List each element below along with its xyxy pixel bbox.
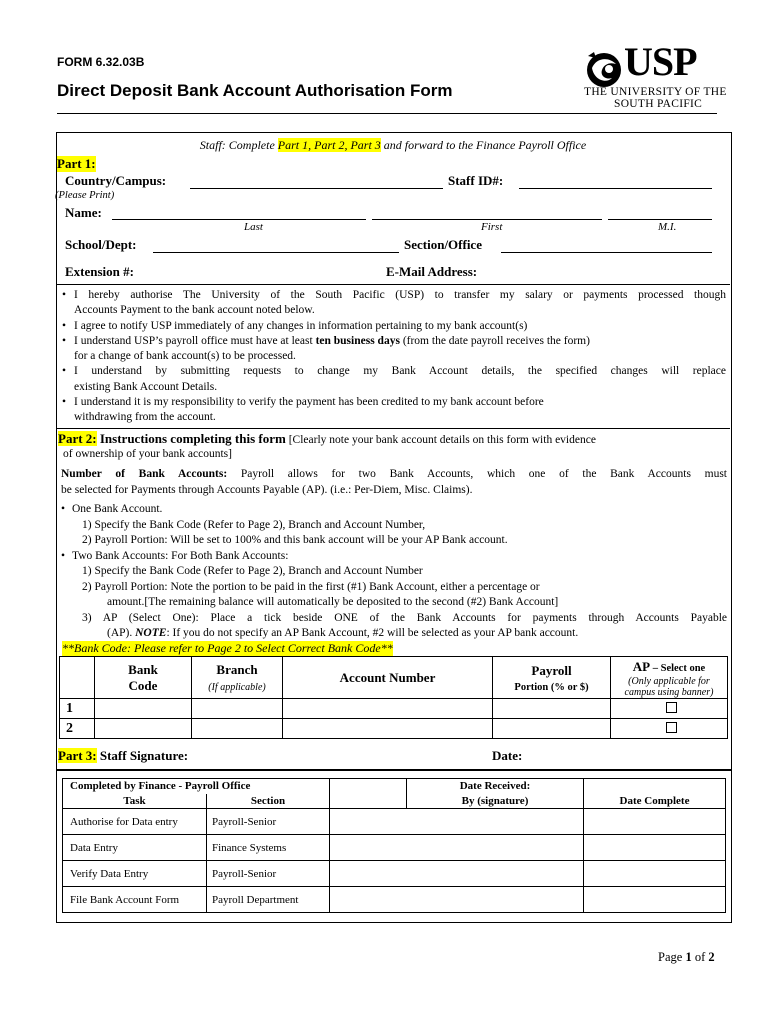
form-number: FORM 6.32.03B <box>57 55 145 69</box>
branch-cell[interactable] <box>192 719 283 739</box>
staff-id-field[interactable] <box>519 173 712 189</box>
mi-caption: M.I. <box>658 221 677 233</box>
instructions-list: • One Bank Account. 1) Specify the Bank Code (Refer to Page 2), Branch and Account Number, 2) Payroll Portion: Will be set to 100% and this bank account will be your AP Bank account. • Two Bank Accounts: For Both Bank Accounts: 1) Specify the Bank Code (Refer to Page 2), Branch and Account Number 2) Payroll Portion: Note the portion to be paid in the first (#1) Bank Account, either a percentage or amount.[The remaining balance will automatically be deposited to the second (#2) Bank Account] 3) AP (Select One): Place a tick beside ONE of the Bank Accounts for payments through Accounts Payable (AP). NOTE: If you do not specify an AP Bank Account, #2 will be selected as your AP bank account. <box>61 503 727 639</box>
page-number: Page 1 of 2 <box>658 950 715 964</box>
logo-line-1: THE UNIVERSITY OF THE <box>584 86 727 98</box>
completed-by-header: Completed by Finance - Payroll Office <box>63 779 330 794</box>
task-cell: Verify Data Entry <box>63 861 207 887</box>
task-cell: File Bank Account Form <box>63 887 207 913</box>
payroll-portion-cell[interactable] <box>493 719 611 739</box>
table-header-row <box>60 657 728 699</box>
part2-heading: Part 2: Instructions completing this form [Clearly note your bank account details on this form with evidence of ownership of your bank accounts] <box>58 431 596 460</box>
date-complete-cell[interactable] <box>584 861 726 887</box>
ap-cell <box>611 719 728 739</box>
section-cell: Payroll-Senior <box>207 809 330 835</box>
signature-cell[interactable] <box>330 809 584 835</box>
ap-checkbox[interactable] <box>666 722 677 733</box>
instruction-pre: Staff: Complete <box>199 138 278 152</box>
account-number-cell[interactable] <box>283 699 493 719</box>
school-field[interactable] <box>153 237 399 253</box>
table-row <box>63 809 726 835</box>
date-complete-header: Date Complete <box>584 794 726 809</box>
list-item: • Two Bank Accounts: For Both Bank Accounts: <box>61 549 289 562</box>
row-number: 1 <box>60 699 95 719</box>
table-row <box>60 699 728 719</box>
list-item: • One Bank Account. <box>61 503 163 515</box>
date-complete-cell[interactable] <box>584 887 726 913</box>
extension-label: Extension #: <box>65 264 134 279</box>
ap-checkbox[interactable] <box>666 702 677 713</box>
instruction-post: and forward to the Finance Payroll Office <box>380 138 587 152</box>
bank-code-cell[interactable] <box>95 719 192 739</box>
task-header: Task <box>63 794 207 809</box>
staff-id-label: Staff ID#: <box>448 173 504 188</box>
number-of-accounts: Number of Bank Accounts: Payroll allows for two Bank Accounts, which one of the Bank Accounts must be selected for Payments through Accounts Payable (AP). (i.e.: Per-Diem, Misc. Claims). <box>61 468 727 496</box>
signature-cell[interactable] <box>330 835 584 861</box>
branch-cell[interactable] <box>192 699 283 719</box>
task-cell: Data Entry <box>63 835 207 861</box>
section-cell: Payroll Department <box>207 887 330 913</box>
name-label: Name: <box>65 205 102 220</box>
table-row <box>63 861 726 887</box>
finance-table <box>62 778 726 913</box>
table-row <box>60 719 728 739</box>
instruction-line <box>56 138 730 153</box>
first-caption: First <box>481 221 503 233</box>
usp-logo <box>580 39 745 114</box>
country-field[interactable] <box>190 173 443 189</box>
part1-divider <box>56 284 730 285</box>
list-item: • I understand by submitting requests to change my Bank Account details, the specified changes will replace existing Bank Account Details. <box>62 365 726 393</box>
bank-code-header: Bank Code <box>95 657 192 699</box>
ap-cell <box>611 699 728 719</box>
page-title: Direct Deposit Bank Account Authorisation Form <box>57 81 453 100</box>
list-item: • I understand USP’s payroll office must have at least ten business days (from the date payroll receives the form) for a change of bank account(s) to be processed. <box>62 334 590 363</box>
email-label: E-Mail Address: <box>386 264 478 279</box>
table-row <box>63 835 726 861</box>
school-label: School/Dept: <box>65 237 137 252</box>
section-label: Section/Office <box>404 237 482 252</box>
table-row <box>63 887 726 913</box>
bank-code-note: **Bank Code: Please refer to Page 2 to Select Correct Bank Code** <box>62 641 393 655</box>
last-name-field[interactable] <box>112 205 366 220</box>
signature-cell[interactable] <box>330 887 584 913</box>
list-item: • I agree to notify USP immediately of any changes in information pertaining to my bank account(s) <box>62 319 528 332</box>
payroll-header: Payroll Portion (% or $) <box>493 657 611 699</box>
section-cell: Payroll-Senior <box>207 861 330 887</box>
usp-seal-icon <box>582 46 626 90</box>
first-name-field[interactable] <box>372 205 602 220</box>
by-signature-header: By (signature) <box>407 794 584 809</box>
signature-cell[interactable] <box>330 861 584 887</box>
ap-header: AP – Select one (Only applicable for campus using banner) <box>611 657 728 699</box>
usp-wordmark: USP <box>624 39 697 84</box>
middle-initial-field[interactable] <box>608 205 712 220</box>
payroll-portion-cell[interactable] <box>493 699 611 719</box>
branch-header: Branch (If applicable) <box>192 657 283 699</box>
account-number-cell[interactable] <box>283 719 493 739</box>
date-field[interactable] <box>530 748 720 764</box>
date-received-header: Date Received: <box>407 779 584 794</box>
date-complete-cell[interactable] <box>584 809 726 835</box>
date-complete-cell[interactable] <box>584 835 726 861</box>
please-print: (Please Print) <box>55 190 115 201</box>
staff-signature-field[interactable] <box>200 748 480 764</box>
account-number-header: Account Number <box>283 657 493 699</box>
section-header: Section <box>207 794 330 809</box>
list-item: • I hereby authorise The University of the South Pacific (USP) to transfer my salary or payments processed though Accounts Payment to the bank account noted below. <box>62 289 726 317</box>
instruction-parts: Part 1, Part 2, Part 3 <box>277 138 381 152</box>
authorisation-list <box>62 288 726 426</box>
logo-line-2: SOUTH PACIFIC <box>614 98 703 110</box>
part1-label: Part 1: <box>57 156 96 171</box>
row-number: 2 <box>60 719 95 739</box>
part2-label: Part 2: <box>58 431 97 446</box>
section-cell: Finance Systems <box>207 835 330 861</box>
list-item: • I understand it is my responsibility to verify the payment has been credited to my bank account before withdrawing from the account. <box>62 396 544 424</box>
bank-account-table <box>59 656 728 739</box>
part3-label: Part 3: <box>58 748 97 763</box>
task-cell: Authorise for Data entry <box>63 809 207 835</box>
last-caption: Last <box>244 221 263 233</box>
bank-code-cell[interactable] <box>95 699 192 719</box>
part2-divider <box>56 428 730 429</box>
date-label: Date: <box>492 748 523 763</box>
part3-line: Part 3: Staff Signature: <box>58 748 189 763</box>
section-field[interactable] <box>501 237 712 253</box>
country-label: Country/Campus: <box>65 173 167 188</box>
